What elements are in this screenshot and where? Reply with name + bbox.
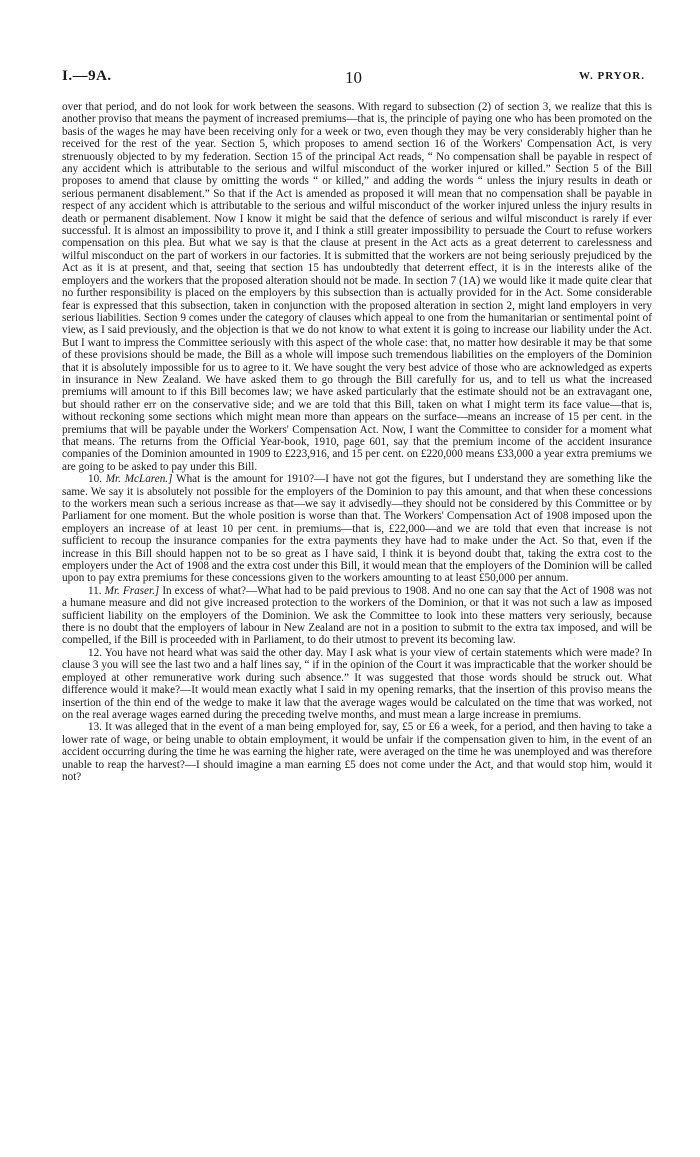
paragraph-text: You have not heard what was said the other day. May I ask what is your view of certain statements which were made? In clause 3 you will see the last two and a half lines say, “ if in the opinion of the Court it was impracticable that the worker should be employed at other remunerative work during such absence.” It was suggested that those words should be struck out. What difference would it make?—It would mean exactly what I said in my opening remarks, that the insertion of this proviso means the insertion of the thin end of the wedge to make it law that the average wages would be calculated on the time that was worked, not on the real average wages earned during the preceding twelve months, and must mean a large increase in premiums.: [62, 646, 652, 721]
page-number: 10: [345, 68, 362, 87]
paragraph-text: It was alleged that in the event of a man being employed for, say, £5 or £6 a week, for a period, and then having to take a lower rate of wage, or being unable to obtain employment, it would be unfair if the compensation given to him, in the event of an accident occurring during the time he was earning the higher rate, were averaged on the time he was unemployed and was therefore unable to reap the harvest?—I should imagine a man earning £5 does not come under the Act, and that would stop him, would it not?: [62, 721, 652, 783]
question-13: [62, 721, 652, 783]
paper-reference: I.—9A.: [62, 68, 112, 84]
question-number: 11.: [88, 584, 102, 597]
witness-name: W. PRYOR.: [579, 70, 645, 82]
paragraph-continuation: [62, 101, 652, 473]
paragraph-text: What is the amount for 1910?—I have not got the figures, but I understand they are something like the same. We say it is absolutely not possible for the employers of the Dominion to pay this amount, and that when these concessions to the workers mean such a serious increase as that—we say it advisedly—they should not be considered by this Committee or by Parliament for one moment. But the whole position is worse than that. The Workers' Compensation Act of 1908 imposed upon the employers an increase of at least 10 per cent. in premiums—that is, £22,000—and we are told that even that increase is not sufficient to recoup the insurance companies for the extra payments they have had to make under the Act. So that, even if the increase in this Bill should happen not to be so great as I have said, I think it is beyond doubt that, taking the extra cost to the employers under the Act of 1908 and the extra cost under this Bill, it would mean that the employers of the Dominion will be called upon to pay extra premiums for these concessions given to the workers amounting to at least £50,000 per annum.: [62, 473, 653, 585]
question-10: [62, 473, 652, 585]
page-header: [62, 68, 645, 88]
question-number: 10.: [88, 473, 102, 486]
question-number: 13.: [88, 721, 102, 734]
speaker-label: Mr. Fraser.]: [104, 584, 160, 597]
body-text: [62, 101, 652, 783]
speaker-label: Mr. McLaren.]: [105, 473, 173, 486]
paragraph-text: over that period, and do not look for work between the seasons. With regard to subsection (2) of section 3, we realize that this is another proviso that means the payment of increased premiums—that is, the principle of paying one who has been promoted on the basis of the wages he may have been receiving only for a week or two, even though they may be very considerably higher than he received for the rest of the year. Section 5, which proposes to amend section 16 of the Workers' Compensation Act, is very strenuously objected to by my federation. Section 15 of the principal Act reads, “ No compensation shall be payable in respect of any accident which is attributable to the serious and wilful misconduct of the worker injured or killed.” Section 5 of the Bill proposes to amend that clause by omitting the words “ or killed,” and adding the words “ unless the injury results in death or serious permanent disablement.” So that if the Act is amended as proposed it will mean that no compensation shall be payable in respect of any accident which is attributable to the serious and wilful misconduct of the worker injured unless the injury results in death or permanent disablement. Now I know it might be said that the defence of serious and wilful misconduct is rarely if ever successful. It is almost an impossibility to prove it, and I think a still greater impossibility to persuade the Court to refuse workers compensation on this plea. But what we say is that the clause at present in the Act acts as a great deterrent to carelessness and wilful misconduct on the part of workers in our factories. It is submitted that the workers are not being seriously prejudiced by the Act as it is at present, and that, seeing that section 15 has undoubtedly that deterrent effect, it is in the interests alike of the employers and the workers that the proposed alteration should not be made. In section 7 (1A) we would like it made quite clear that no further responsibility is placed on the employers by this subsection than is actually provided for in the Act. Some considerable fear is expressed that this subsection, taken in conjunction with the proposed alteration in section 2, might land employers in very serious liabilities. Section 9 comes under the category of clauses which appeal to one from the humanitarian or sentimental point of view, as I said previously, and the objection is that we do not know to what extent it is going to increase our liability under the Act. But I want to impress the Committee seriously with this aspect of the whole case: that, no matter how desirable it may be that some of these provisions should be made, the Bill as a whole will impose such tremendous liabilities on the employers of the Dominion that it is absolutely impossible for us to agree to it. We have sought the very best advice of those who are acknowledged as experts in insurance in New Zealand. We have asked them to go through the Bill carefully for us, and to tell us what the increased premiums will amount to if this Bill becomes law; we have asked particularly that the estimate should not be an extravagant one, but should rather err on the conservative side; and we are told that this Bill, taken on what I might term its face value—that is, without reckoning some sections which might mean more than appears on the surface—means an increase of 15 per cent. in the premiums that will be payable under the Workers' Compensation Act. Now, I want the Committee to consider for a moment what that means. The returns from the Official Year-book, 1910, page 601, say that the premium income of the accident insurance companies of the Dominion amounted in 1909 to £223,916, and 15 per cent. on £220,000 means £33,000 a year extra premiums we are going to be asked to pay under this Bill.: [62, 101, 652, 473]
paragraph-text: In excess of what?—What had to be paid previous to 1908. And no one can say that the Act of 1908 was not a humane measure and did not give increased protection to the workers of the Dominion, or that it was not such a law as imposed sufficient liability on the employers of the Dominion. We ask the Committee to look into these matters very seriously, because there is no doubt that the employers of labour in New Zealand are not in a position to submit to the extra tax imposed, and will be compelled, if the Bill is proceeded with in Parliament, to do their utmost to prevent its becoming law.: [62, 584, 653, 647]
question-11: [62, 585, 652, 647]
question-12: [62, 647, 652, 721]
question-number: 12.: [88, 646, 102, 659]
